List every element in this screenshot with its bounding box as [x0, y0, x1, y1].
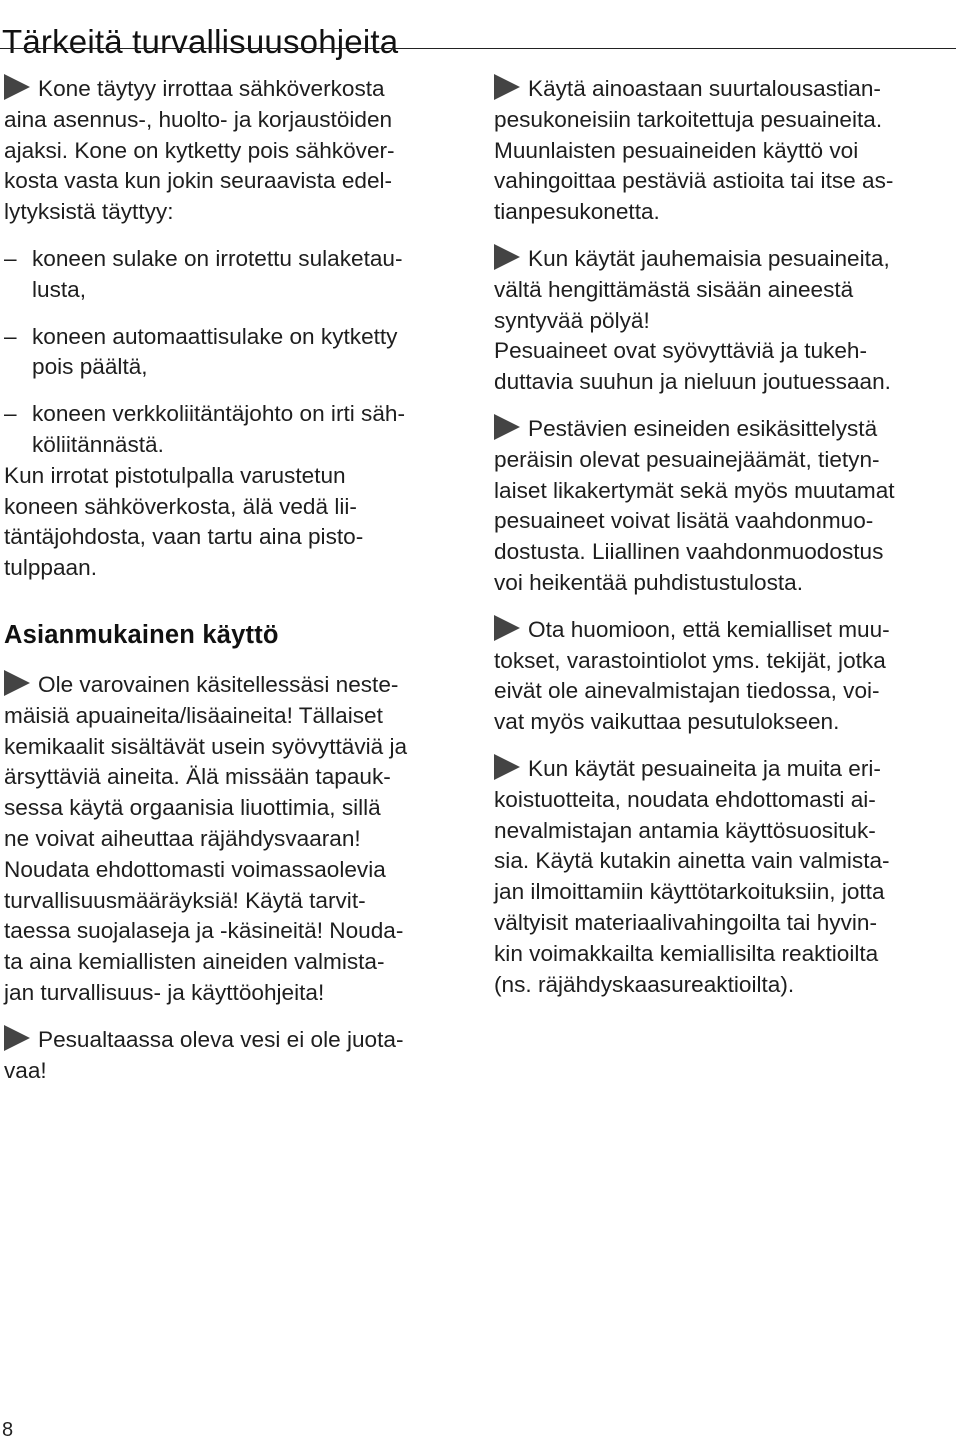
- title-divider: [0, 48, 956, 49]
- left-column: [4, 74, 474, 1102]
- page-title: Tärkeitä turvallisuusohjeita: [2, 23, 399, 61]
- text-line: Noudata ehdottomasti voimassaolevia: [4, 856, 386, 882]
- text-line: vaa!: [4, 1057, 47, 1083]
- text-line: Pesualtaassa oleva vesi ei ole juota-: [4, 1025, 474, 1056]
- detergent-type-paragraph: [494, 74, 956, 228]
- text-line: Ota huomioon, että kemialliset muu-: [494, 615, 956, 646]
- text-line: Pesuaineet ovat syövyttäviä ja tukeh-: [494, 338, 868, 364]
- text-line: koneen verkkoliitäntäjohto on irti säh-: [32, 401, 406, 427]
- text-line: vältyisit materiaalivahingoilta tai hyvin-: [494, 909, 878, 935]
- text-line: lusta,: [32, 276, 87, 302]
- text-line: Ole varovainen käsitellessäsi neste-: [4, 670, 474, 701]
- text-line: vat myös vaikuttaa pesutulokseen.: [494, 709, 840, 735]
- text-line: kosta vasta kun jokin seuraavista edel-: [4, 168, 393, 194]
- foaming-paragraph: [494, 414, 956, 599]
- arrow-bullet-icon: [4, 670, 30, 696]
- text-line: jan turvallisuus- ja käyttöohjeita!: [4, 979, 325, 1005]
- text-line: Kun irrotat pistotulpalla varustetun: [4, 462, 346, 488]
- text-line: pois päältä,: [32, 354, 148, 380]
- text-line: koneen sähköverkosta, älä vedä lii-: [4, 493, 357, 519]
- text-line: sia. Käytä kutakin ainetta vain valmista-: [494, 848, 890, 874]
- manufacturer-instructions-paragraph: [494, 754, 956, 1000]
- text-line: duttavia suuhun ja nieluun joutuessaan.: [494, 369, 891, 395]
- plug-paragraph: [4, 461, 474, 584]
- condition-list-item: [4, 399, 474, 461]
- dash-bullet: –: [4, 323, 17, 349]
- text-line: vältä hengittämästä sisään aineestä: [494, 276, 854, 302]
- text-line: Kun käytät pesuaineita ja muita eri-: [494, 754, 956, 785]
- text-line: pesukoneisiin tarkoitettuja pesuaineita.: [494, 106, 883, 132]
- arrow-bullet-icon: [4, 74, 30, 100]
- text-line: koneen automaattisulake on kytketty: [32, 323, 398, 349]
- powder-detergent-paragraph: [494, 244, 956, 398]
- text-line: peräisin olevat pesuainejäämät, tietyn-: [494, 446, 880, 472]
- text-line: Pestävien esineiden esikäsittelystä: [494, 414, 956, 445]
- text-line: tulppaan.: [4, 555, 97, 581]
- chemicals-warning-paragraph: [4, 670, 474, 1009]
- dash-bullet: –: [4, 401, 17, 427]
- text-line: vahingoittaa pestäviä astioita tai itse as-: [494, 168, 894, 194]
- text-line: turvallisuusmääräyksiä! Käytä tarvit-: [4, 887, 366, 913]
- text-line: tianpesukonetta.: [494, 199, 660, 225]
- text-line: ne voivat aiheuttaa räjähdysvaaran!: [4, 825, 361, 851]
- text-line: kin voimakkailta kemiallisilta reaktioilta: [494, 940, 879, 966]
- text-line: aina asennus-, huolto- ja korjaustöiden: [4, 106, 393, 132]
- water-warning-paragraph: [4, 1025, 474, 1087]
- text-line: pesuaineet voivat lisätä vaahdonmuo-: [494, 508, 874, 534]
- text-line: dostusta. Liiallinen vaahdonmuodostus: [494, 539, 884, 565]
- text-line: sessa käytä orgaanisia liuottimia, sillä: [4, 795, 381, 821]
- text-line: Muunlaisten pesuaineiden käyttö voi: [494, 137, 859, 163]
- text-line: syntyvää pölyä!: [494, 307, 650, 333]
- text-line: voi heikentää puhdistustulosta.: [494, 569, 803, 595]
- dash-bullet: –: [4, 245, 17, 271]
- text-line: kemikaalit sisältävät usein syövyttäviä ja: [4, 733, 408, 759]
- text-line: Käytä ainoastaan suurtalousastian-: [494, 74, 956, 105]
- warning-disconnect-paragraph: [4, 74, 474, 228]
- text-line: taessa suojalaseja ja -käsineitä! Nouda-: [4, 918, 404, 944]
- text-line: laiset likakertymät sekä myös muutamat: [494, 477, 895, 503]
- text-line: köliitännästä.: [32, 431, 164, 457]
- arrow-bullet-icon: [4, 1025, 30, 1051]
- text-line: ta aina kemiallisten aineiden valmista-: [4, 949, 385, 975]
- text-line: lytyksistä täyttyy:: [4, 199, 174, 225]
- arrow-bullet-icon: [494, 754, 520, 780]
- text-line: Kun käytät jauhemaisia pesuaineita,: [494, 244, 956, 275]
- text-line: eivät ole ainevalmistajan tiedossa, voi-: [494, 678, 880, 704]
- text-line: mäisiä apuaineita/lisäaineita! Tällaiset: [4, 702, 383, 728]
- right-column: [494, 74, 956, 1016]
- condition-list-item: [4, 322, 474, 384]
- text-line: (ns. räjähdyskaasureaktioilta).: [494, 971, 795, 997]
- text-line: koneen sulake on irrotettu sulaketau-: [32, 245, 403, 271]
- arrow-bullet-icon: [494, 414, 520, 440]
- page-number: 8: [2, 1419, 14, 1441]
- text-line: koistuotteita, noudata ehdottomasti ai-: [494, 786, 876, 812]
- arrow-bullet-icon: [494, 74, 520, 100]
- text-line: tokset, varastointiolot yms. tekijät, jotka: [494, 647, 886, 673]
- text-line: ajaksi. Kone on kytketty pois sähköver-: [4, 137, 395, 163]
- text-line: nevalmistajan antamia käyttösuosituk-: [494, 817, 876, 843]
- condition-list-item: [4, 244, 474, 306]
- text-line: Kone täytyy irrottaa sähköverkosta: [4, 74, 474, 105]
- text-line: täntäjohdosta, vaan tartu aina pisto-: [4, 524, 364, 550]
- arrow-bullet-icon: [494, 244, 520, 270]
- section-heading: Asianmukainen käyttö: [4, 620, 279, 649]
- arrow-bullet-icon: [494, 615, 520, 641]
- text-line: ärsyttäviä aineita. Älä missään tapauk-: [4, 764, 391, 790]
- text-line: jan ilmoittamiin käyttötarkoituksiin, jotta: [494, 879, 885, 905]
- chemical-changes-paragraph: [494, 615, 956, 738]
